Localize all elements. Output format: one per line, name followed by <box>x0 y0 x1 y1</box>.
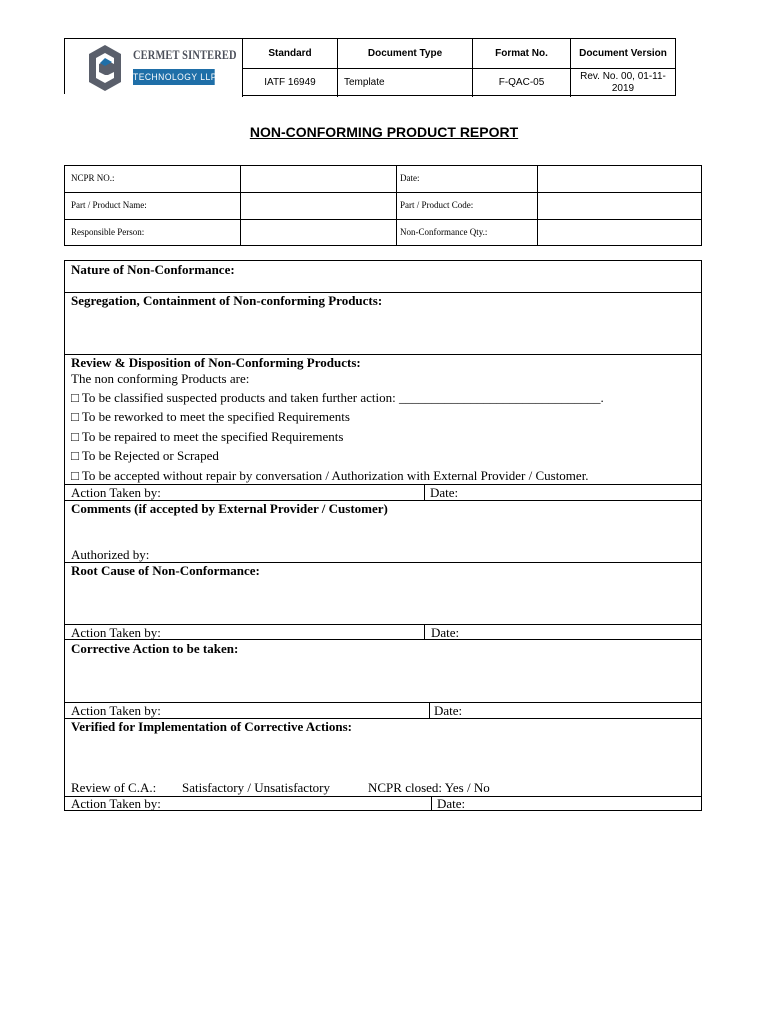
corrective-date-label: Date: <box>434 703 463 718</box>
document-type-column <box>338 39 473 97</box>
root-cause-action-taken-label: Action Taken by: <box>71 625 161 640</box>
option-reworked[interactable]: □ To be reworked to meet the specified Requirements <box>71 409 350 424</box>
authorized-by-label: Authorized by: <box>71 547 150 562</box>
page-title-text: NON-CONFORMING PRODUCT REPORT <box>249 124 519 140</box>
report-main-table <box>64 260 702 811</box>
product-code-label: Part / Product Code: <box>400 200 474 210</box>
standard-value: IATF 16949 <box>264 77 316 88</box>
document-type-value: Template <box>344 77 385 88</box>
document-version-column <box>571 39 675 97</box>
option-repaired[interactable]: □ To be repaired to meet the specified Requirements <box>71 429 344 444</box>
report-info-table <box>64 165 702 246</box>
document-type-heading: Document Type <box>367 47 443 59</box>
root-cause-date-label: Date: <box>431 625 460 640</box>
review-ca-label: Review of C.A.: <box>71 780 157 795</box>
review-intro: The non conforming Products are: <box>71 371 250 386</box>
document-version-value: Rev. No. 00, 01-11-2019 <box>580 71 666 94</box>
logo-company-subtitle: TECHNOLOGY LLP <box>133 69 215 85</box>
format-no-column <box>473 39 571 97</box>
corrective-action-taken-label: Action Taken by: <box>71 703 161 718</box>
root-cause-heading: Root Cause of Non-Conformance: <box>71 563 260 578</box>
product-name-label: Part / Product Name: <box>71 200 147 210</box>
ncpr-no-label: NCPR NO.: <box>71 173 115 183</box>
option-accepted[interactable]: □ To be accepted without repair by conversation / Authorization with External Provider / Customer. <box>71 468 589 483</box>
review-ca-value[interactable]: Satisfactory / Unsatisfactory <box>182 780 331 795</box>
document-version-heading: Document Version <box>579 47 667 59</box>
header-bottom-gap <box>64 94 242 100</box>
date-label: Date: <box>400 173 420 183</box>
ncpr-closed-label[interactable]: NCPR closed: Yes / No <box>368 780 490 795</box>
review-action-taken-label: Action Taken by: <box>71 485 161 500</box>
verified-date-label: Date: <box>437 796 466 811</box>
segregation-heading: Segregation, Containment of Non-conforming Products: <box>71 293 383 308</box>
verified-heading: Verified for Implementation of Corrective Actions: <box>71 719 353 734</box>
page-title <box>0 124 768 140</box>
option-rejected[interactable]: □ To be Rejected or Scraped <box>71 448 219 463</box>
review-heading: Review & Disposition of Non-Conforming Products: <box>71 355 361 370</box>
verified-action-taken-label: Action Taken by: <box>71 796 161 811</box>
review-date-label: Date: <box>430 485 459 500</box>
format-no-heading: Format No. <box>495 47 548 59</box>
format-no-value: F-QAC-05 <box>498 77 545 88</box>
corrective-action-heading: Corrective Action to be taken: <box>71 641 239 656</box>
standard-column <box>243 39 338 97</box>
comments-heading: Comments (if accepted by External Provider / Customer) <box>71 501 388 516</box>
nature-heading: Nature of Non-Conformance: <box>71 262 235 277</box>
company-logo-icon <box>88 44 122 92</box>
responsible-person-label: Responsible Person: <box>71 227 145 237</box>
nc-qty-label: Non-Conformance Qty.: <box>400 227 488 237</box>
logo-company-name: CERMET SINTERED <box>133 47 237 62</box>
option-classified[interactable]: □ To be classified suspected products and taken further action: _______________________________. <box>71 390 604 405</box>
standard-heading: Standard <box>268 47 312 59</box>
